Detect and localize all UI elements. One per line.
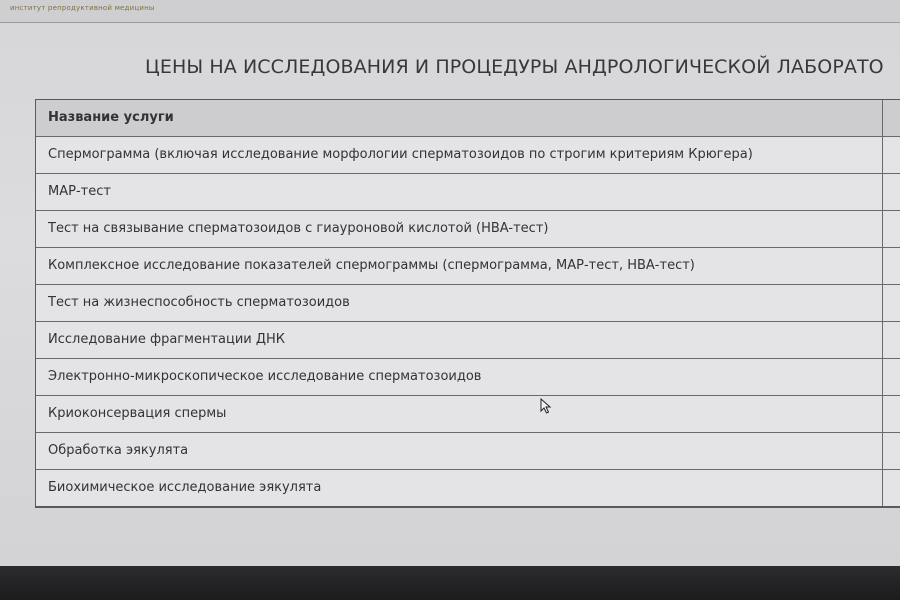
column-divider: [882, 211, 883, 247]
mouse-pointer-icon: [540, 398, 552, 414]
table-row: [36, 470, 900, 507]
service-name-cell: Исследование фрагментации ДНК: [48, 332, 286, 347]
column-divider: [882, 433, 883, 469]
service-name-cell: Тест на жизнеспособность сперматозоидов: [48, 295, 350, 310]
column-divider: [882, 322, 883, 358]
column-divider: [882, 470, 883, 506]
column-divider: [882, 285, 883, 321]
table-row: [36, 359, 900, 396]
service-name-cell: Биохимическое исследование эякулята: [48, 480, 322, 495]
table-row: [36, 433, 900, 470]
table-row: [36, 211, 900, 248]
service-name-cell: Спермограмма (включая исследование морфологии сперматозоидов по строгим критериям Крюгера): [48, 147, 753, 162]
service-name-cell: Обработка эякулята: [48, 443, 189, 458]
column-divider: [882, 100, 883, 136]
service-name-cell: Электронно-микроскопическое исследование сперматозоидов: [48, 369, 482, 384]
service-name-cell: Тест на связывание сперматозоидов с гиауроновой кислотой (HBA-тест): [48, 221, 549, 236]
table-row: [36, 322, 900, 359]
column-divider: [882, 174, 883, 210]
table-row: [36, 174, 900, 211]
page-title: ЦЕНЫ НА ИССЛЕДОВАНИЯ И ПРОЦЕДУРЫ АНДРОЛОГИЧЕСКОЙ ЛАБОРАТО: [145, 56, 884, 78]
brand-name[interactable]: институт репродуктивной медицины: [10, 4, 155, 12]
column-header-service-name: Название услуги: [48, 110, 174, 125]
service-name-cell: Криоконсервация спермы: [48, 406, 227, 421]
column-divider: [882, 248, 883, 284]
service-name-cell: МАР-тест: [48, 184, 111, 199]
table-header-row: [36, 100, 900, 137]
column-divider: [882, 396, 883, 432]
price-table: [35, 99, 900, 508]
table-row: [36, 248, 900, 285]
column-divider: [882, 137, 883, 173]
service-name-cell: Комплексное исследование показателей спермограммы (спермограмма, МАР-тест, НВА-тест): [48, 258, 695, 273]
table-row: [36, 396, 900, 433]
table-row: [36, 137, 900, 174]
table-row: [36, 285, 900, 322]
site-header: [0, 0, 900, 23]
screen-bezel: [0, 566, 900, 600]
column-divider: [882, 359, 883, 395]
